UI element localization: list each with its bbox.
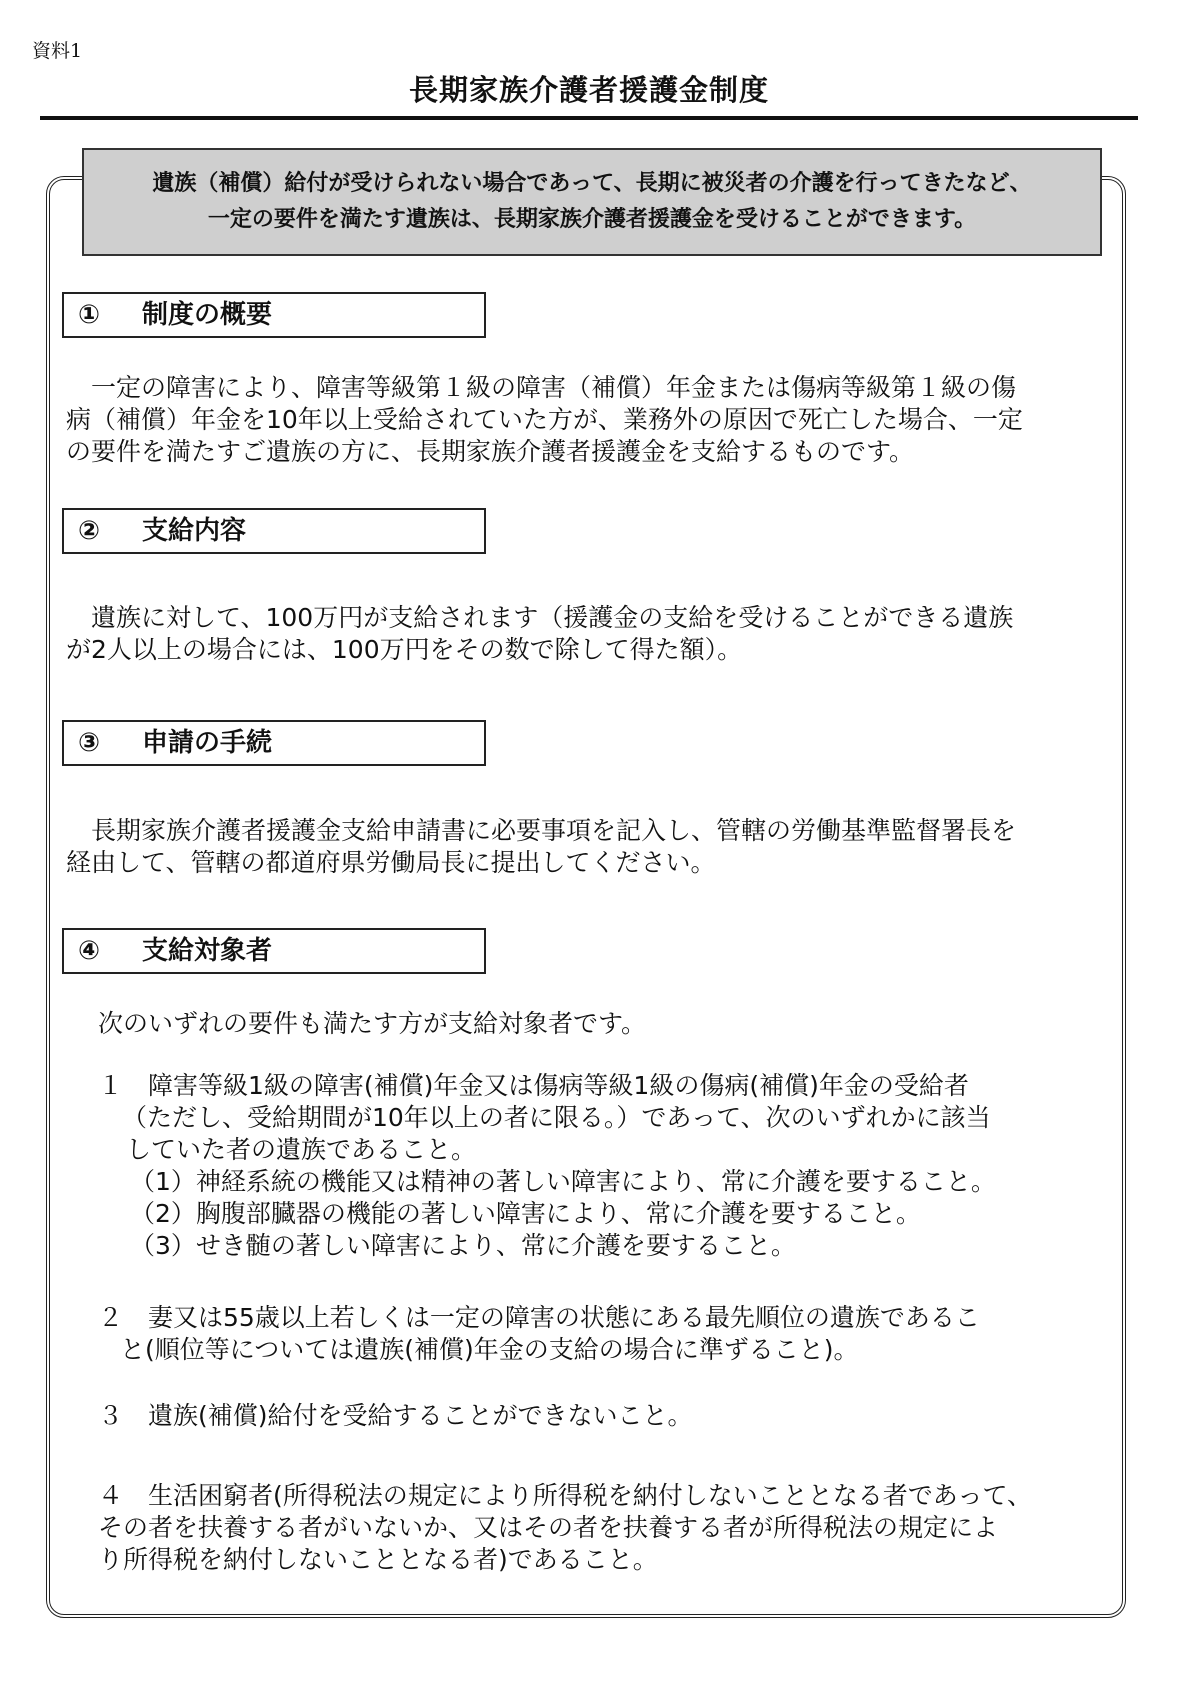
eligibility-item-1 — [98, 1070, 1118, 1262]
text-line: 長期家族介護者援護金支給申請書に必要事項を記入し、管轄の労働基準監督署長を — [66, 816, 1017, 845]
summary-banner — [82, 148, 1102, 256]
section-body-application — [66, 815, 1126, 879]
section-title: 支給内容 — [142, 516, 247, 546]
text-line: 経由して、管轄の都道府県労働局長に提出してください。 — [66, 848, 716, 877]
text-line: の要件を満たすご遺族の方に、長期家族介護者援護金を支給するものです。 — [66, 437, 915, 466]
eligibility-item-3 — [98, 1400, 1118, 1432]
text-line: と(順位等については遺族(補償)年金の支給の場合に準ずること)。 — [120, 1335, 859, 1364]
section-body-benefit — [66, 602, 1126, 666]
section-title: 支給対象者 — [142, 936, 273, 966]
document-label: 資料1 — [32, 40, 83, 62]
page-title: 長期家族介護者援護金制度 — [408, 73, 769, 107]
section-body-overview — [66, 372, 1126, 468]
section-number: ③ — [78, 728, 101, 758]
text-line: が2人以上の場合には、100万円をその数で除して得た額）。 — [66, 635, 743, 664]
banner-line-2: 一定の要件を満たす遺族は、長期家族介護者援護金を受けることができます。 — [207, 207, 977, 232]
text-line: その者を扶養する者がいないか、又はその者を扶養する者が所得税法の規定によ — [98, 1513, 999, 1542]
title-underline — [40, 116, 1138, 120]
text-line: ４ 生活困窮者(所得税法の規定により所得税を納付しないこととなる者であって、 — [98, 1481, 1033, 1510]
section-heading-benefit — [62, 508, 486, 554]
text-line: 病（補償）年金を10年以上受給されていた方が、業務外の原因で死亡した場合、一定 — [66, 405, 1023, 434]
section-number: ④ — [78, 936, 101, 966]
text-line: （ただし、受給期間が10年以上の者に限る。）であって、次のいずれかに該当 — [122, 1103, 991, 1132]
sub-item: （3）せき髄の著しい障害により、常に介護を要すること。 — [130, 1231, 796, 1260]
text-line: 遺族に対して、100万円が支給されます（援護金の支給を受けることができる遺族 — [66, 603, 1014, 632]
eligibility-intro — [98, 1008, 1118, 1040]
banner-line-1: 遺族（補償）給付が受けられない場合であって、長期に被災者の介護を行ってきたなど、 — [152, 171, 1032, 196]
sub-item: （1）神経系統の機能又は精神の著しい障害により、常に介護を要すること。 — [130, 1167, 996, 1196]
section-heading-application — [62, 720, 486, 766]
section-heading-eligibility — [62, 928, 486, 974]
section-title: 制度の概要 — [142, 300, 273, 330]
sub-item: （2）胸腹部臓器の機能の著しい障害により、常に介護を要すること。 — [130, 1199, 921, 1228]
section-number: ② — [78, 516, 101, 546]
text-line: ３ 遺族(補償)給付を受給することができないこと。 — [98, 1401, 693, 1430]
eligibility-item-2 — [98, 1302, 1118, 1366]
text-line: ２ 妻又は55歳以上若しくは一定の障害の状態にある最先順位の遺族であるこ — [98, 1303, 980, 1332]
eligibility-item-4 — [98, 1480, 1118, 1576]
section-title: 申請の手続 — [142, 728, 273, 758]
text-line: 一定の障害により、障害等級第１級の障害（補償）年金または傷病等級第１級の傷 — [66, 373, 1017, 402]
text-line: 次のいずれの要件も満たす方が支給対象者です。 — [98, 1009, 647, 1038]
text-line: １ 障害等級1級の障害(補償)年金又は傷病等級1級の傷病(補償)年金の受給者 — [98, 1071, 969, 1100]
text-line: り所得税を納付しないこととなる者)であること。 — [98, 1545, 658, 1574]
text-line: していた者の遺族であること。 — [126, 1135, 477, 1164]
section-number: ① — [78, 300, 101, 330]
section-heading-overview — [62, 292, 486, 338]
